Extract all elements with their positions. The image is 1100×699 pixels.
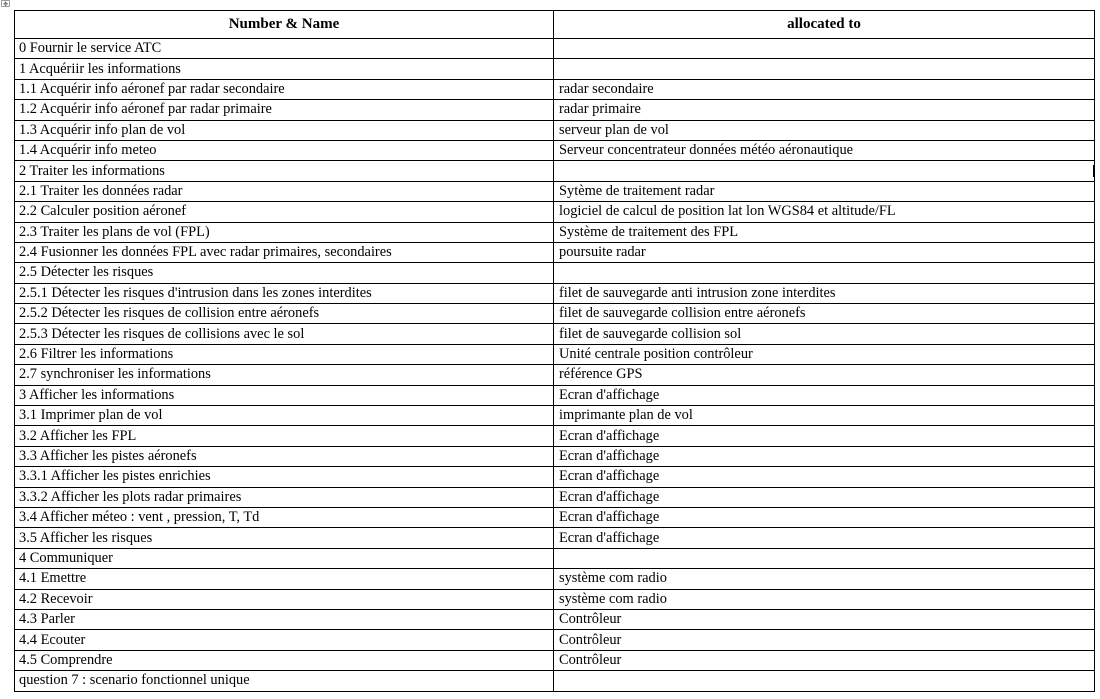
column-header-allocated-to: allocated to — [554, 11, 1095, 39]
function-name-cell[interactable]: 3.2 Afficher les FPL — [15, 426, 554, 446]
allocated-to-cell[interactable]: système com radio — [554, 589, 1095, 609]
allocated-to-cell[interactable]: serveur plan de vol — [554, 120, 1095, 140]
allocated-to-cell[interactable]: Sytème de traitement radar — [554, 181, 1095, 201]
function-name-cell[interactable]: 2.5.3 Détecter les risques de collisions avec le sol — [15, 324, 554, 344]
table-row — [15, 100, 1095, 120]
allocated-to-cell[interactable]: Serveur concentrateur données météo aéronautique — [554, 140, 1095, 160]
allocated-to-cell[interactable] — [554, 263, 1095, 283]
function-name-cell[interactable]: 4.3 Parler — [15, 609, 554, 629]
allocated-to-cell[interactable]: Contrôleur — [554, 609, 1095, 629]
function-name-cell[interactable]: 3 Afficher les informations — [15, 385, 554, 405]
table-row — [15, 426, 1095, 446]
allocated-to-cell[interactable]: Ecran d'affichage — [554, 446, 1095, 466]
function-name-cell[interactable]: 4 Communiquer — [15, 548, 554, 568]
allocated-to-cell[interactable] — [554, 161, 1095, 181]
allocated-to-cell[interactable]: Contrôleur — [554, 630, 1095, 650]
allocated-to-cell[interactable]: Unité centrale position contrôleur — [554, 344, 1095, 364]
table-row — [15, 650, 1095, 670]
function-name-cell[interactable]: 3.3.2 Afficher les plots radar primaires — [15, 487, 554, 507]
function-name-cell[interactable]: 4.5 Comprendre — [15, 650, 554, 670]
allocated-to-cell[interactable]: Système de traitement des FPL — [554, 222, 1095, 242]
function-name-cell[interactable]: 4.2 Recevoir — [15, 589, 554, 609]
function-name-cell[interactable]: 2.2 Calculer position aéronef — [15, 202, 554, 222]
table-row — [15, 589, 1095, 609]
allocated-to-cell[interactable]: Ecran d'affichage — [554, 487, 1095, 507]
cell-border-mark — [1093, 165, 1094, 177]
allocated-to-cell[interactable]: poursuite radar — [554, 242, 1095, 262]
allocated-to-cell[interactable]: imprimante plan de vol — [554, 406, 1095, 426]
allocated-to-cell[interactable]: filet de sauvegarde anti intrusion zone interdites — [554, 283, 1095, 303]
table-row — [15, 671, 1095, 691]
function-name-cell[interactable]: question 7 : scenario fonctionnel unique — [15, 671, 554, 691]
table-row — [15, 304, 1095, 324]
allocated-to-cell[interactable]: filet de sauvegarde collision entre aéronefs — [554, 304, 1095, 324]
allocated-to-cell[interactable]: Ecran d'affichage — [554, 385, 1095, 405]
allocated-to-cell[interactable]: radar primaire — [554, 100, 1095, 120]
table-row — [15, 79, 1095, 99]
table-row — [15, 344, 1095, 364]
function-name-cell[interactable]: 1 Acquériir les informations — [15, 59, 554, 79]
function-name-cell[interactable]: 1.1 Acquérir info aéronef par radar secondaire — [15, 79, 554, 99]
function-name-cell[interactable]: 1.4 Acquérir info meteo — [15, 140, 554, 160]
table-row — [15, 263, 1095, 283]
function-name-cell[interactable]: 2.5.1 Détecter les risques d'intrusion dans les zones interdites — [15, 283, 554, 303]
function-name-cell[interactable]: 2.7 synchroniser les informations — [15, 365, 554, 385]
allocated-to-cell[interactable] — [554, 671, 1095, 691]
table-row — [15, 59, 1095, 79]
function-name-cell[interactable]: 4.4 Ecouter — [15, 630, 554, 650]
allocated-to-cell[interactable] — [554, 39, 1095, 59]
function-name-cell[interactable]: 3.5 Afficher les risques — [15, 528, 554, 548]
table-row — [15, 39, 1095, 59]
allocation-table — [14, 10, 1095, 692]
table-row — [15, 630, 1095, 650]
function-name-cell[interactable]: 3.3 Afficher les pistes aéronefs — [15, 446, 554, 466]
function-name-cell[interactable]: 1.2 Acquérir info aéronef par radar primaire — [15, 100, 554, 120]
function-name-cell[interactable]: 3.4 Afficher méteo : vent , pression, T, Td — [15, 507, 554, 527]
function-name-cell[interactable]: 2.5 Détecter les risques — [15, 263, 554, 283]
allocated-to-cell[interactable]: Ecran d'affichage — [554, 507, 1095, 527]
allocated-to-cell[interactable]: radar secondaire — [554, 79, 1095, 99]
table-row — [15, 365, 1095, 385]
function-name-cell[interactable]: 2 Traiter les informations — [15, 161, 554, 181]
table-row — [15, 161, 1095, 181]
allocated-to-cell[interactable]: Ecran d'affichage — [554, 528, 1095, 548]
table-move-handle-icon[interactable]: ✥ — [2, 1, 9, 8]
function-name-cell[interactable]: 2.1 Traiter les données radar — [15, 181, 554, 201]
function-name-cell[interactable]: 0 Fournir le service ATC — [15, 39, 554, 59]
allocated-to-cell[interactable]: Contrôleur — [554, 650, 1095, 670]
allocated-to-cell[interactable]: Ecran d'affichage — [554, 467, 1095, 487]
table-row — [15, 242, 1095, 262]
table-row — [15, 507, 1095, 527]
table-row — [15, 548, 1095, 568]
table-row — [15, 528, 1095, 548]
function-name-cell[interactable]: 3.1 Imprimer plan de vol — [15, 406, 554, 426]
table-row — [15, 569, 1095, 589]
table-row — [15, 467, 1095, 487]
allocated-to-cell[interactable] — [554, 548, 1095, 568]
table-row — [15, 283, 1095, 303]
allocated-to-cell[interactable]: système com radio — [554, 569, 1095, 589]
table-row — [15, 222, 1095, 242]
function-name-cell[interactable]: 2.4 Fusionner les données FPL avec radar primaires, secondaires — [15, 242, 554, 262]
table-row — [15, 181, 1095, 201]
function-name-cell[interactable]: 4.1 Emettre — [15, 569, 554, 589]
allocated-to-cell[interactable]: Ecran d'affichage — [554, 426, 1095, 446]
allocated-to-cell[interactable]: filet de sauvegarde collision sol — [554, 324, 1095, 344]
function-name-cell[interactable]: 1.3 Acquérir info plan de vol — [15, 120, 554, 140]
function-name-cell[interactable]: 3.3.1 Afficher les pistes enrichies — [15, 467, 554, 487]
function-name-cell[interactable]: 2.6 Filtrer les informations — [15, 344, 554, 364]
table-row — [15, 385, 1095, 405]
table-row — [15, 446, 1095, 466]
table-header-row — [15, 11, 1095, 39]
allocated-to-cell[interactable]: logiciel de calcul de position lat lon WGS84 et altitude/FL — [554, 202, 1095, 222]
table-row — [15, 406, 1095, 426]
column-header-number-name: Number & Name — [15, 11, 554, 39]
table-row — [15, 202, 1095, 222]
table-row — [15, 140, 1095, 160]
table-row — [15, 120, 1095, 140]
function-name-cell[interactable]: 2.3 Traiter les plans de vol (FPL) — [15, 222, 554, 242]
table-row — [15, 324, 1095, 344]
function-name-cell[interactable]: 2.5.2 Détecter les risques de collision entre aéronefs — [15, 304, 554, 324]
allocated-to-cell[interactable] — [554, 59, 1095, 79]
allocated-to-cell[interactable]: référence GPS — [554, 365, 1095, 385]
table-row — [15, 609, 1095, 629]
table-row — [15, 487, 1095, 507]
